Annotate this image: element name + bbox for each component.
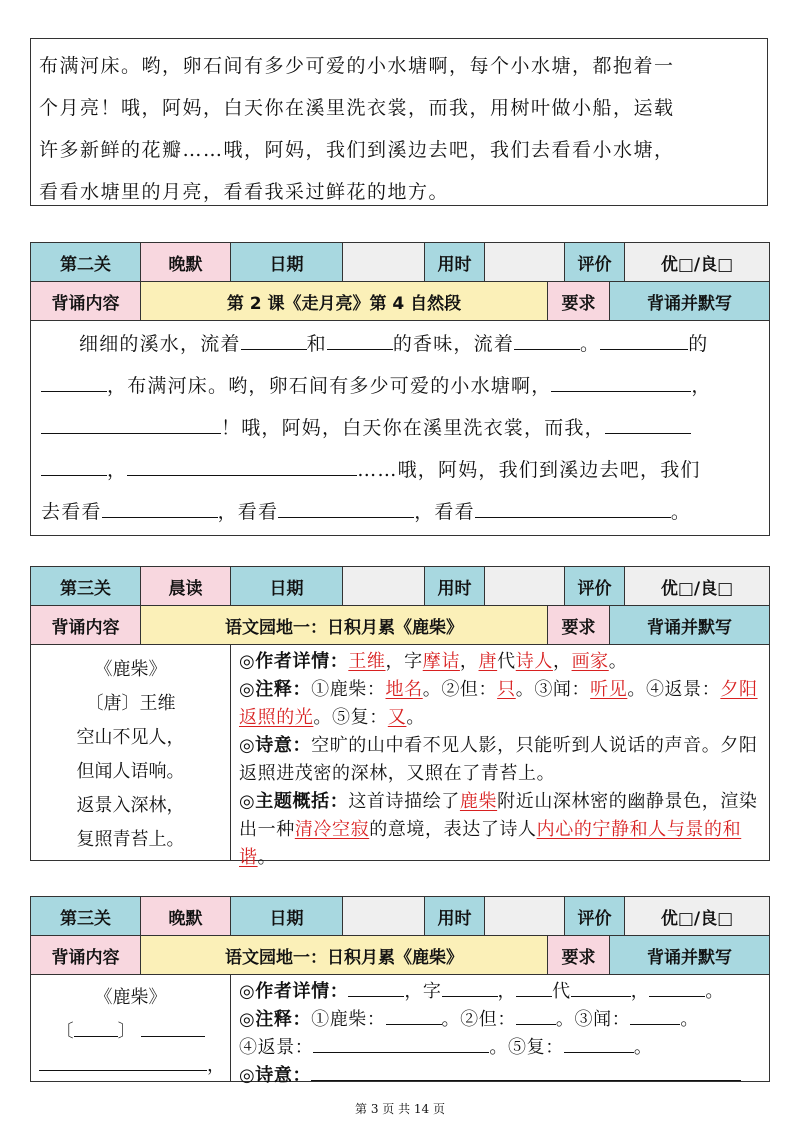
date-label: 日期 <box>231 567 343 605</box>
text: 。③闻： <box>515 679 591 700</box>
notes-label: ◎注释： <box>239 1009 312 1030</box>
blank[interactable] <box>630 1006 680 1025</box>
blank[interactable] <box>348 978 404 997</box>
blank[interactable] <box>241 330 307 350</box>
blank[interactable] <box>551 372 691 392</box>
requirement-label: 要求 <box>548 606 610 644</box>
requirement-value: 背诵并默写 <box>610 282 769 320</box>
date-field[interactable] <box>343 897 425 935</box>
text: 。 <box>670 501 692 523</box>
poem-text <box>31 645 231 860</box>
blank[interactable] <box>386 1006 442 1025</box>
author-details <box>239 648 763 676</box>
blank[interactable] <box>605 414 691 434</box>
content-value: 语文园地一：日积月累《鹿柴》 <box>141 936 548 974</box>
answer: 唐 <box>478 651 498 672</box>
content-label: 背诵内容 <box>31 936 141 974</box>
text: 代 <box>497 651 516 672</box>
text: 的香味，流着 <box>392 333 515 355</box>
text: 附近山深林密的幽静景色，渲染出一种 <box>239 791 758 840</box>
answer: 诗人 <box>515 651 553 672</box>
blank[interactable] <box>39 1052 207 1071</box>
poem-notes <box>231 645 769 868</box>
poem-author: 〔唐〕王维 <box>85 693 176 714</box>
poem-title: 《鹿柴》 <box>94 987 167 1008</box>
text: 空旷的山中看不见人影，只能听到人说话的声音。夕阳返照进茂密的深林，又照在了青苔上。 <box>239 735 758 784</box>
poem-blank <box>31 975 231 1081</box>
level-label: 第三关 <box>31 567 141 605</box>
answer: 王维 <box>348 651 386 672</box>
text: 。 <box>680 1009 699 1030</box>
time-label: 用时 <box>425 243 485 281</box>
session-label: 晨读 <box>141 567 231 605</box>
text: 。 <box>633 1037 653 1058</box>
text: 。 <box>608 651 628 672</box>
passage-line: 个月亮！哦，阿妈，白天你在溪里洗衣裳，而我，用树叶做小船，运载 <box>39 97 675 119</box>
text: 。 <box>705 981 724 1002</box>
blank[interactable] <box>649 978 705 997</box>
poem-line: 返景入深林， <box>76 795 185 816</box>
notes <box>239 676 763 732</box>
time-field[interactable] <box>485 243 565 281</box>
meaning-label: ◎诗意： <box>239 1065 312 1086</box>
text: 。⑤复： <box>313 707 388 728</box>
content-label: 背诵内容 <box>31 606 141 644</box>
date-field[interactable] <box>343 567 425 605</box>
card-level3-morning <box>30 566 770 868</box>
date-label: 日期 <box>231 897 343 935</box>
poem-line: 空山不见人， <box>76 727 185 748</box>
text: ！哦，阿妈，白天你在溪里洗衣裳，而我， <box>221 417 605 439</box>
eval-value[interactable]: 优□/良□ <box>625 567 769 605</box>
requirement-label: 要求 <box>548 282 610 320</box>
meaning <box>239 732 763 788</box>
poem-study-area <box>31 645 769 868</box>
text: 的 <box>688 333 709 355</box>
answer: 听见 <box>590 679 628 700</box>
poem-line: 但闻人语响。 <box>76 761 185 782</box>
blank[interactable] <box>41 414 221 434</box>
passage-line: 布满河床。哟，卵石间有多少可爱的小水塘啊，每个小水塘，都抱着一 <box>39 55 675 77</box>
blank[interactable] <box>278 498 414 518</box>
text: ④返景： <box>239 1037 314 1058</box>
answer: 鹿柴 <box>459 791 498 812</box>
text: 返景： <box>664 679 721 700</box>
text: ， <box>107 459 128 481</box>
poem-title: 《鹿柴》 <box>94 659 167 680</box>
answer: 夕阳返照的光 <box>239 679 758 728</box>
content-value: 第 2 课《走月亮》第 4 自然段 <box>141 282 548 320</box>
author-label: ◎作者详情： <box>239 651 349 672</box>
blank[interactable] <box>516 978 552 997</box>
text: 去看看 <box>41 501 102 523</box>
text: ， <box>497 981 517 1002</box>
time-field[interactable] <box>485 897 565 935</box>
blank[interactable] <box>600 330 688 350</box>
time-field[interactable] <box>485 567 565 605</box>
session-label: 晚默 <box>141 897 231 935</box>
answer: 内心的宁静和人与景的和谐 <box>239 819 742 868</box>
answer: 地名 <box>385 679 423 700</box>
text: 。②但： <box>422 679 498 700</box>
card-level3-evening <box>30 896 770 1086</box>
text: 。 <box>406 707 426 728</box>
text: ，字 <box>404 981 442 1002</box>
blank[interactable] <box>102 498 218 518</box>
passage-box <box>30 38 768 206</box>
page-footer: 第 3 页 共 14 页 <box>355 1102 445 1116</box>
text: 细细的溪水，流着 <box>79 333 241 355</box>
blank[interactable] <box>475 498 671 518</box>
text: ，布满河床。哟，卵石间有多少可爱的小水塘啊， <box>107 375 552 397</box>
session-label: 晚默 <box>141 243 231 281</box>
blank[interactable] <box>74 1018 118 1037</box>
blank[interactable] <box>313 1034 489 1053</box>
blank[interactable] <box>516 1006 556 1025</box>
answer: 只 <box>497 679 516 700</box>
text: ……哦，阿妈，我们到溪边去吧，我们 <box>357 459 701 481</box>
text: 。 <box>257 847 277 868</box>
fill-in-text <box>31 321 769 535</box>
theme-label: ◎主题概括： <box>239 791 349 812</box>
author-blank-line: 〔 〕 <box>31 1015 230 1049</box>
eval-label: 评价 <box>565 243 625 281</box>
text: 。②但： <box>441 1009 516 1030</box>
text: ①鹿柴： <box>311 679 386 700</box>
blank[interactable] <box>327 330 393 350</box>
blank[interactable] <box>311 1062 741 1081</box>
meaning-label: ◎诗意： <box>239 735 312 756</box>
answer: 又 <box>387 707 407 728</box>
text: 。 <box>580 333 601 355</box>
level-label: 第二关 <box>31 243 141 281</box>
poem-line: 复照青苔上。 <box>76 829 185 850</box>
eval-label: 评价 <box>565 897 625 935</box>
time-label: 用时 <box>425 897 485 935</box>
blank[interactable] <box>41 372 107 392</box>
requirement-value: 背诵并默写 <box>610 936 769 974</box>
answer: 摩诘 <box>422 651 460 672</box>
eval-label: 评价 <box>565 567 625 605</box>
eval-value[interactable]: 优□/良□ <box>625 897 769 935</box>
text: 代 <box>552 981 571 1002</box>
content-value: 语文园地一：日积月累《鹿柴》 <box>141 606 548 644</box>
blank[interactable] <box>127 456 357 476</box>
content-label: 背诵内容 <box>31 282 141 320</box>
text: 。⑤复： <box>489 1037 564 1058</box>
answer: 画家 <box>571 651 609 672</box>
date-field[interactable] <box>343 243 425 281</box>
notes-label: ◎注释： <box>239 679 312 700</box>
blank[interactable] <box>41 456 107 476</box>
text: ，看看 <box>217 501 279 523</box>
passage-line: 看看水塘里的月亮，看看我采过鲜花的地方。 <box>39 181 450 203</box>
theme <box>239 788 763 872</box>
date-label: 日期 <box>231 243 343 281</box>
text: ， <box>552 651 572 672</box>
text: ， <box>691 375 712 397</box>
requirement-value: 背诵并默写 <box>610 606 769 644</box>
text: 。③闻： <box>555 1009 631 1030</box>
time-label: 用时 <box>425 567 485 605</box>
card-level2-evening <box>30 242 770 536</box>
poem-notes-blank <box>231 975 769 1086</box>
blank[interactable] <box>571 978 631 997</box>
text: ，看看 <box>414 501 475 523</box>
poem-dictation-area <box>31 975 769 1086</box>
blank[interactable] <box>141 1018 205 1037</box>
eval-value[interactable]: 优□/良□ <box>625 243 769 281</box>
text: 和 <box>306 333 327 355</box>
text: 。④ <box>627 679 665 700</box>
blank[interactable] <box>514 330 580 350</box>
text: ， <box>459 651 479 672</box>
level-label: 第三关 <box>31 897 141 935</box>
text: ，字 <box>385 651 423 672</box>
answer: 清冷空寂 <box>294 819 370 840</box>
requirement-label: 要求 <box>548 936 610 974</box>
text: 这首诗描绘了 <box>348 791 460 812</box>
blank[interactable] <box>564 1034 634 1053</box>
passage-line: 许多新鲜的花瓣……哦，阿妈，我们到溪边去吧，我们去看看小水塘， <box>39 139 675 161</box>
text: 的意境，表达了诗人 <box>369 819 537 840</box>
text: ①鹿柴： <box>311 1009 386 1030</box>
author-label: ◎作者详情： <box>239 981 349 1002</box>
blank[interactable] <box>442 978 498 997</box>
text: ， <box>630 981 650 1002</box>
poem-line-blank: ， <box>31 1049 230 1083</box>
